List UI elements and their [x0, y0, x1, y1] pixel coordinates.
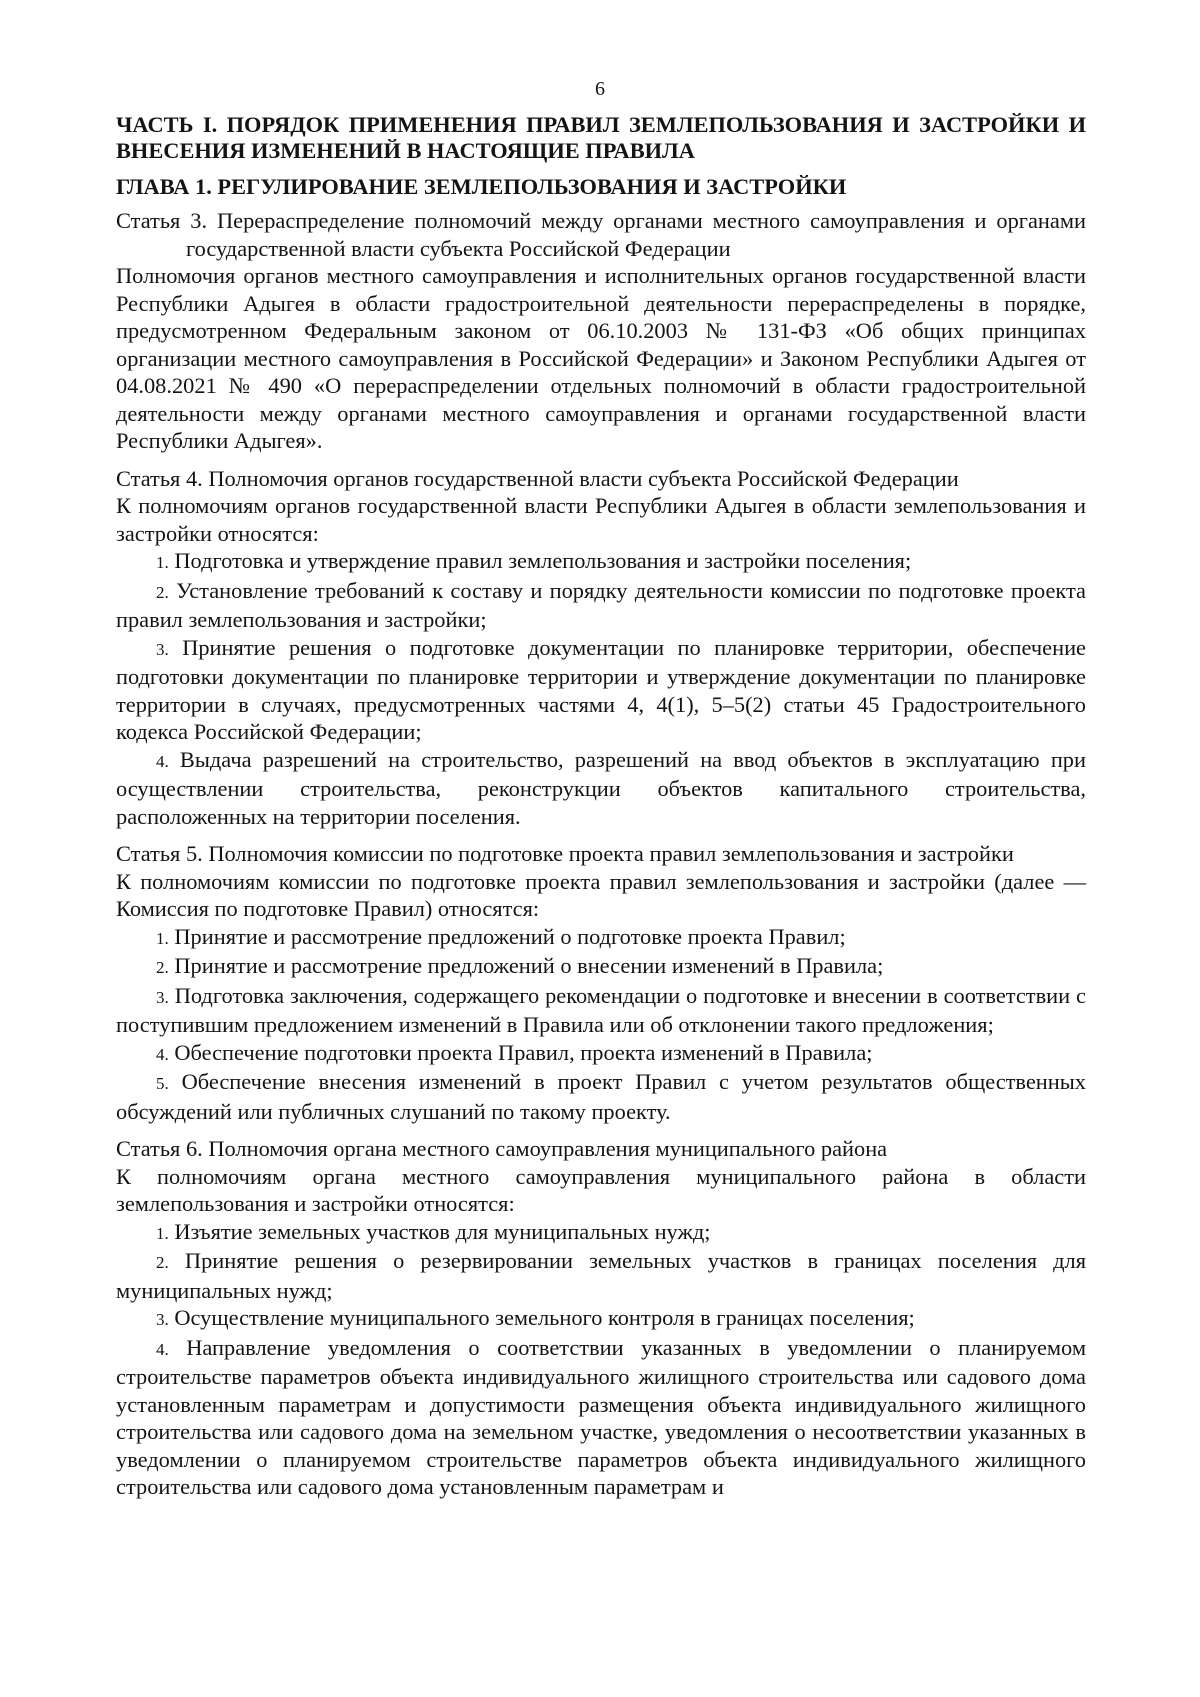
list-item-text: Осуществление муниципального земельного контроля в границах поселения;: [174, 1305, 915, 1330]
list-item-number: 3.: [156, 987, 169, 1007]
list-item-text: Подготовка заключения, содержащего рекомендации о подготовке и внесении в соответствии с поступившим предложением изменений в Правила или об отклонении такого предложения;: [116, 982, 1086, 1037]
list-item: [116, 1334, 1086, 1501]
list-item: [116, 746, 1086, 831]
list-item-number: 4.: [156, 1044, 169, 1064]
article-paragraph: К полномочиям органов государственной власти Республики Адыгея в области землепользования и застройки относятся:: [116, 493, 1086, 546]
list-item: [116, 982, 1086, 1039]
list-item: [116, 1218, 1086, 1248]
list-item: [116, 577, 1086, 634]
article-5: [116, 840, 1086, 1125]
list-item-number: 1.: [156, 553, 169, 572]
list-item-text: Принятие решения о резервировании земельных участков в границах поселения для муниципальных нужд;: [116, 1248, 1086, 1303]
article-3: [116, 207, 1086, 455]
list-item: [116, 1068, 1086, 1125]
article-list: [116, 1218, 1086, 1501]
list-item-text: Принятие и рассмотрение предложений о подготовке проекта Правил;: [174, 923, 846, 949]
list-item-text: Направление уведомления о соответствии указанных в уведомлении о планируемом строительстве параметров объекта индивидуального жилищного строительства или садового дома установленным параметрам и допустимости размещения объекта индивидуального жилищного строительства или садового дома на земельном участке, уведомления о несоответствии указанных в уведомлении о планируемом строительстве параметров объекта индивидуального жилищного строительства или садового дома установленным параметрам и: [116, 1334, 1086, 1499]
list-item-number: 5.: [156, 1074, 169, 1093]
list-item-number: 4.: [156, 751, 169, 771]
article-list: [116, 923, 1086, 1126]
list-item-text: Выдача разрешений на строительство, разрешений на ввод объектов в эксплуатацию при осуществлении строительства, реконструкции объектов капитального строительства, расположенных на территории поселения.: [116, 746, 1086, 829]
chapter-title: ГЛАВА 1. РЕГУЛИРОВАНИЕ ЗЕМЛЕПОЛЬЗОВАНИЯ И ЗАСТРОЙКИ: [116, 174, 847, 199]
list-item-text: Обеспечение подготовки проекта Правил, проекта изменений в Правила;: [174, 1039, 873, 1065]
list-item-text: Подготовка и утверждение правил землепользования и застройки поселения;: [174, 548, 912, 573]
list-item: [116, 634, 1086, 746]
article-6: [116, 1135, 1086, 1501]
part-title: ЧАСТЬ I. ПОРЯДОК ПРИМЕНЕНИЯ ПРАВИЛ ЗЕМЛЕПОЛЬЗОВАНИЯ И ЗАСТРОЙКИ И ВНЕСЕНИЯ ИЗМЕНЕНИЙ В НАСТОЯЩИЕ ПРАВИЛА: [116, 112, 1086, 163]
list-item-number: 2.: [156, 958, 169, 977]
list-item: [116, 952, 1086, 982]
list-item-text: Установление требований к составу и порядку деятельности комиссии по подготовке проекта правил землепользования и застройки;: [116, 577, 1086, 632]
list-item: [116, 1039, 1086, 1069]
list-item-number: 1.: [156, 928, 169, 948]
list-item-text: Принятие решения о подготовке документации по планировке территории, обеспечение подготовки документации по планировке территории и утверждение документации по планировке территории в случаях, предусмотренных частями 4, 4(1), 5–5(2) статьи 45 Градостроительного кодекса Российской Федерации;: [116, 634, 1086, 744]
list-item: [116, 1304, 1086, 1334]
article-paragraph: К полномочиям органа местного самоуправления муниципального района в области землепользования и застройки относятся:: [116, 1163, 1086, 1216]
article-title: Статья 4. Полномочия органов государственной власти субъекта Российской Федерации: [116, 465, 959, 491]
list-item: [116, 923, 1086, 953]
article-title: Статья 5. Полномочия комиссии по подготовке проекта правил землепользования и застройки: [116, 841, 1014, 866]
list-item-text: Обеспечение внесения изменений в проект Правил с учетом результатов общественных обсуждений или публичных слушаний по такому проекту.: [116, 1069, 1086, 1124]
article-title: Статья 6. Полномочия органа местного самоуправления муниципального района: [116, 1136, 888, 1161]
list-item-number: 2.: [156, 582, 169, 602]
list-item: [116, 1247, 1086, 1304]
list-item-number: 4.: [156, 1339, 169, 1359]
article-title: Статья 3. Перераспределение полномочий между органами местного самоуправления и органами государственной власти субъекта Российской Федерации: [116, 208, 1086, 261]
article-list: [116, 547, 1086, 830]
list-item: [116, 547, 1086, 577]
article-paragraph: К полномочиям комиссии по подготовке проекта правил землепользования и застройки (далее — Комиссия по подготовке Правил) относятся:: [116, 868, 1086, 921]
list-item-number: 2.: [156, 1253, 169, 1272]
list-item-text: Принятие и рассмотрение предложений о внесении изменений в Правила;: [174, 953, 884, 978]
list-item-text: Изъятие земельных участков для муниципальных нужд;: [174, 1218, 711, 1244]
article-4: [116, 465, 1086, 831]
list-item-number: 3.: [156, 1310, 169, 1329]
document-body: [116, 112, 1086, 1501]
page-number: 6: [595, 78, 605, 100]
list-item-number: 1.: [156, 1223, 169, 1243]
list-item-number: 3.: [156, 639, 169, 659]
article-paragraph: Полномочия органов местного самоуправления и исполнительных органов государственной власти Республики Адыгея в области градостроительной деятельности перераспределены в порядке, предусмотренном Федеральным законом от 06.10.2003 № 131-ФЗ «Об общих принципах организации местного самоуправления в Российской Федерации» и Законом Республики Адыгея от 04.08.2021 № 490 «О перераспределении отдельных полномочий в области градостроительной деятельности между органами местного самоуправления и органами государственной власти Республики Адыгея».: [116, 263, 1086, 453]
